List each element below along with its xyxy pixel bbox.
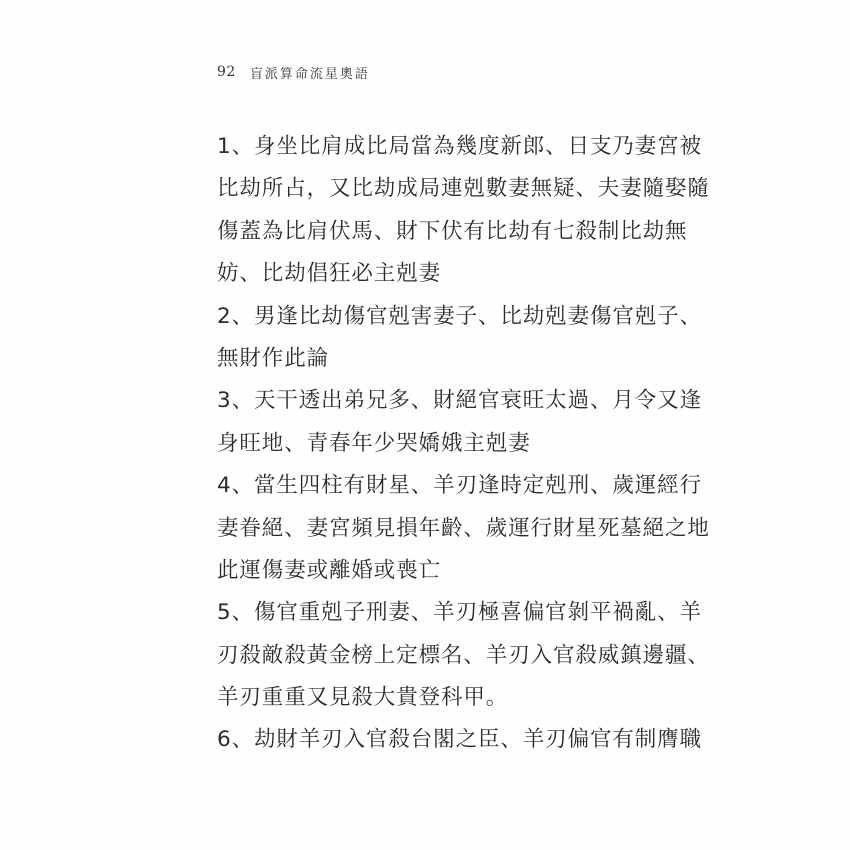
running-header [217,62,370,82]
text-line: 1、身坐比肩成比局當為幾度新郎、日支乃妻宮被 [217,134,702,159]
text-line: 比劫所占，又比劫成局連剋數妻無疑、夫妻隨娶隨 [217,176,710,202]
text-line: 無財作此論 [217,345,330,371]
text-line: 此運傷妻或離婚或喪亡 [217,557,442,583]
text-line: 妻眷絕、妻宮頻見損年齡、歲運行財星死墓絕之地 [217,515,710,541]
text-line: 刃殺敵殺黃金榜上定標名、羊刃入官殺威鎮邊疆、 [217,642,710,668]
text-line: 傷蓋為比肩伏馬、財下伏有比劫有七殺制比劫無 [217,218,688,244]
text-line: 2、男逢比劫傷官剋害妻子、比劫剋妻傷官剋子、 [217,303,702,329]
text-line: 4、當生四柱有財星、羊刃逢時定剋刑、歲運經行 [217,473,702,499]
text-line: 羊刃重重又見殺大貴登科甲。 [217,685,509,711]
book-title: 盲派算命流星奧語 [249,66,370,82]
text-line: 6、劫財羊刃入官殺台閣之臣、羊刃偏官有制膺職 [217,727,702,753]
body-text [217,130,710,766]
text-line: 5、傷官重剋子刑妻、羊刃極喜偏官剝平禍亂、羊 [217,600,702,626]
text-line: 妨、比劫倡狂必主剋妻 [217,261,442,287]
text-line: 身旺地、青春年少哭嬌娥主剋妻 [217,430,531,456]
text-line: 3、天干透出弟兄多、財絕官衰旺太過、月令又逢 [217,388,702,414]
page-number: 92 [217,64,236,80]
